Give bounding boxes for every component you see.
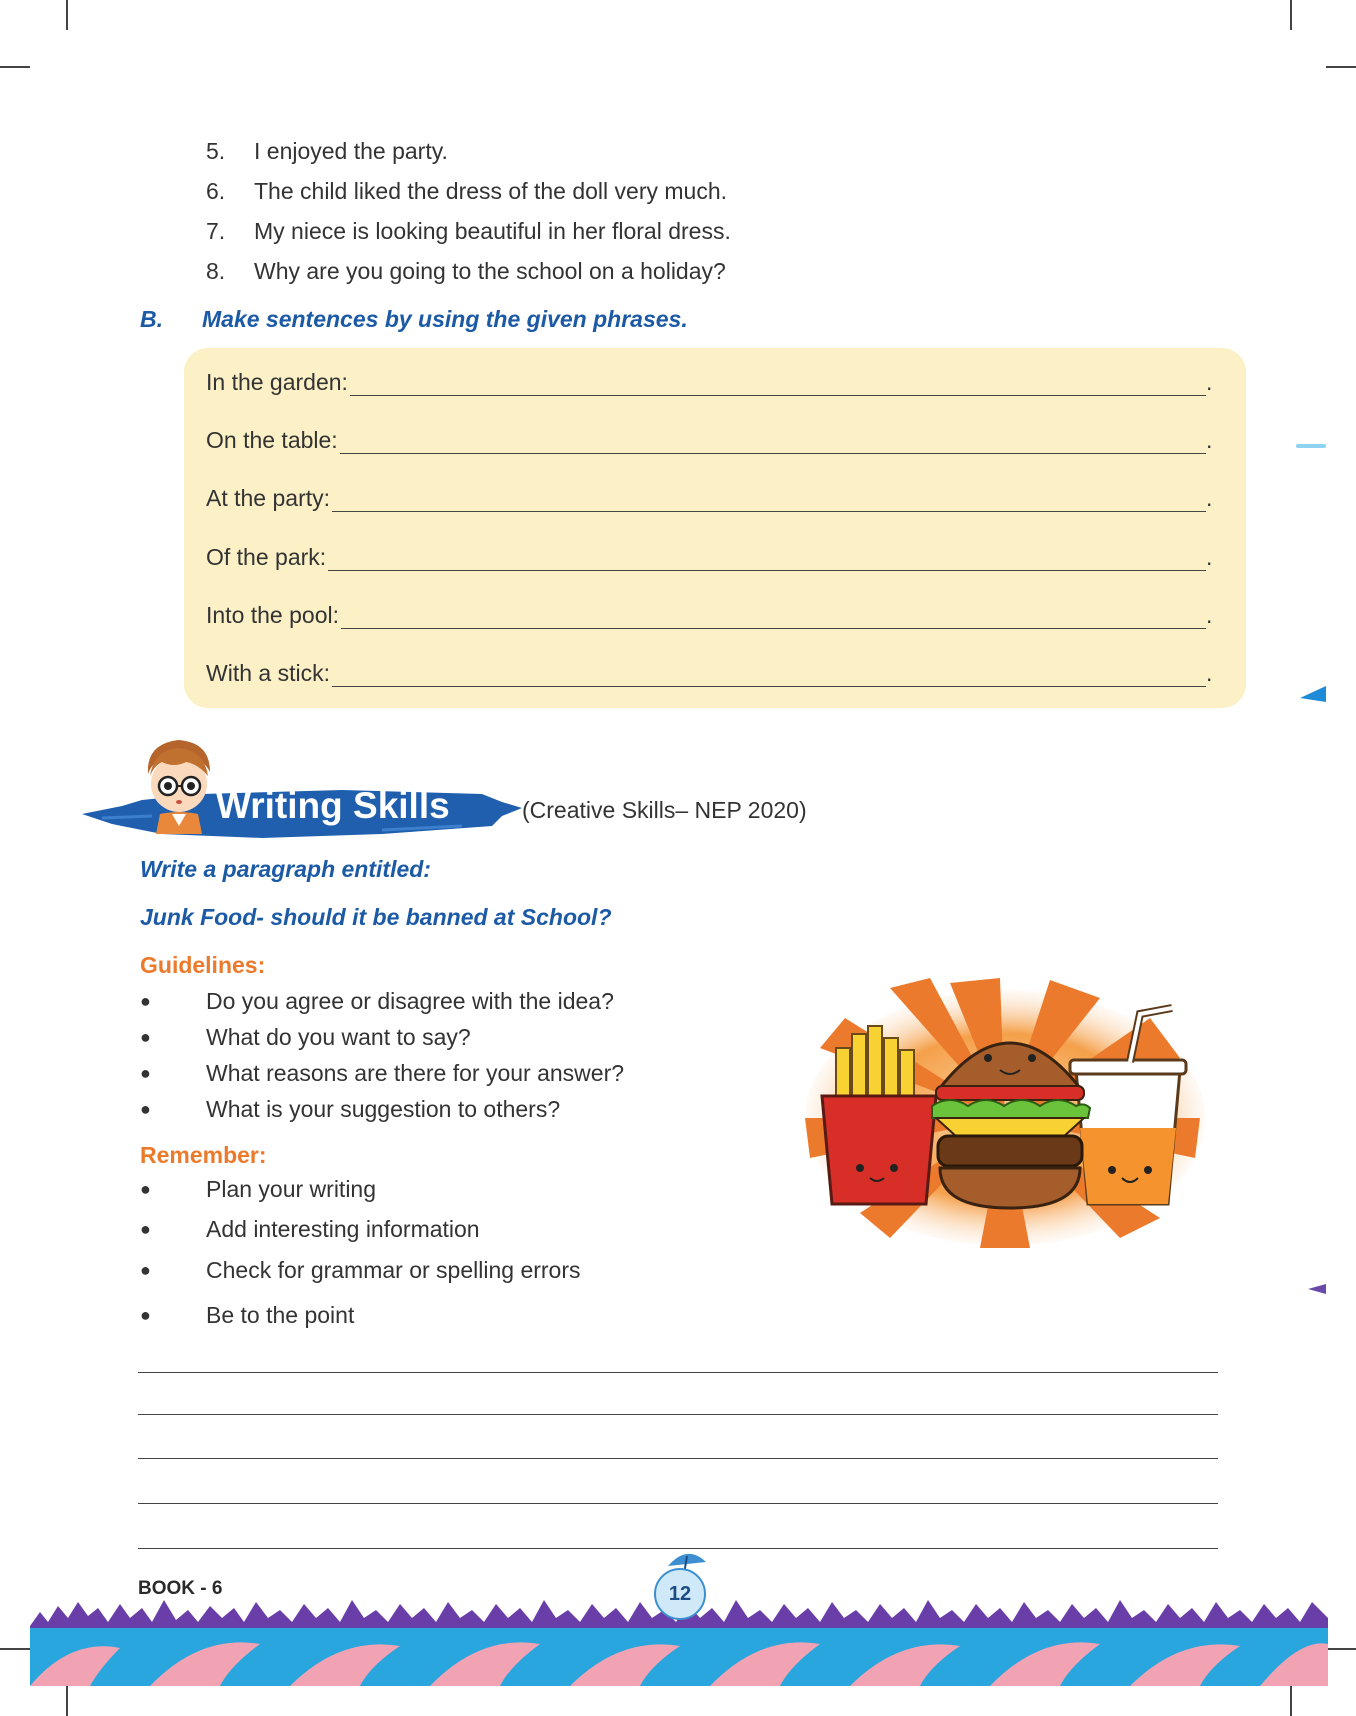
crop-mark-left-bottom [0, 1648, 30, 1650]
phrase-label: With a stick: [206, 660, 330, 686]
answer-line[interactable] [332, 662, 1206, 687]
line-end-period: . [1206, 602, 1213, 628]
line-end-period: . [1206, 485, 1213, 511]
remember-item [140, 1302, 354, 1329]
writing-line[interactable] [138, 1414, 1218, 1415]
registration-mark-cyan [1296, 444, 1326, 448]
book-label: BOOK - 6 [138, 1578, 223, 1599]
crop-mark-right-top [1326, 66, 1356, 68]
remember-item [140, 1176, 376, 1203]
phrase-label: In the garden: [206, 369, 348, 395]
phrase-box [184, 348, 1246, 708]
phrase-row [206, 541, 1214, 571]
remember-item [140, 1257, 581, 1284]
item-number: 8. [206, 258, 226, 284]
item-text: I enjoyed the party. [254, 138, 448, 164]
remember-text: Plan your writing [206, 1176, 377, 1202]
writing-line[interactable] [138, 1372, 1218, 1373]
writing-line[interactable] [138, 1458, 1218, 1459]
sentence-item [206, 138, 448, 165]
exercise-b-letter: B. [140, 306, 163, 332]
junk-food-illustration [800, 978, 1210, 1248]
phrase-label: Into the pool: [206, 602, 339, 628]
item-text: The child liked the dress of the doll very much. [254, 178, 728, 204]
writing-skills-title: Writing Skills [216, 785, 450, 826]
item-number: 6. [206, 178, 226, 204]
guideline-text: What is your suggestion to others? [206, 1096, 561, 1122]
guidelines-heading: Guidelines: [140, 952, 266, 978]
bullet-icon: ● [140, 991, 151, 1011]
exercise-b-instruction: Make sentences by using the given phrases. [202, 306, 688, 332]
guideline-text: What do you want to say? [206, 1024, 471, 1050]
answer-line[interactable] [328, 546, 1206, 571]
phrase-label: At the party: [206, 485, 331, 511]
answer-line[interactable] [340, 429, 1206, 454]
phrase-row [206, 657, 1214, 687]
writing-topic: Junk Food- should it be banned at School? [140, 904, 612, 930]
line-end-period: . [1206, 660, 1213, 686]
crop-mark-bottom-right [1290, 1686, 1292, 1716]
guideline-item [140, 1024, 471, 1051]
phrase-row [206, 482, 1214, 512]
exercise-b-heading [140, 306, 688, 333]
phrase-label: Of the park: [206, 544, 327, 570]
crop-mark-bottom-left [66, 1686, 68, 1716]
line-end-period: . [1206, 369, 1213, 395]
line-end-period: . [1206, 427, 1213, 453]
boy-mascot-icon [138, 734, 220, 834]
registration-mark-purple [1308, 1282, 1328, 1296]
writing-line[interactable] [138, 1503, 1218, 1504]
phrase-row [206, 366, 1214, 396]
answer-line[interactable] [341, 604, 1206, 629]
page-number-badge: 12 [654, 1568, 706, 1620]
writing-skills-subtitle: (Creative Skills– NEP 2020) [522, 797, 807, 823]
remember-heading: Remember: [140, 1142, 267, 1168]
answer-line[interactable] [332, 487, 1206, 512]
sentence-item [206, 218, 731, 245]
phrase-label: On the table: [206, 427, 338, 453]
guideline-item [140, 1060, 624, 1087]
bullet-icon: ● [140, 1260, 151, 1280]
bullet-icon: ● [140, 1305, 151, 1325]
crop-mark-right-bottom [1326, 1648, 1356, 1650]
registration-mark-blue [1300, 684, 1328, 704]
guideline-text: What reasons are there for your answer? [206, 1060, 625, 1086]
sentence-item [206, 258, 726, 285]
answer-line[interactable] [350, 371, 1206, 396]
crop-mark-top-left [66, 0, 68, 30]
remember-text: Be to the point [206, 1302, 355, 1328]
line-end-period: . [1206, 544, 1213, 570]
crop-mark-left-top [0, 66, 30, 68]
item-text: My niece is looking beautiful in her floral dress. [254, 218, 731, 244]
item-text: Why are you going to the school on a holiday? [254, 258, 726, 284]
remember-text: Check for grammar or spelling errors [206, 1257, 581, 1283]
remember-text: Add interesting information [206, 1216, 480, 1242]
bullet-icon: ● [140, 1027, 151, 1047]
remember-item [140, 1216, 480, 1243]
bullet-icon: ● [140, 1099, 151, 1119]
bullet-icon: ● [140, 1219, 151, 1239]
guideline-item [140, 988, 614, 1015]
writing-prompt: Write a paragraph entitled: [140, 856, 431, 882]
item-number: 7. [206, 218, 226, 244]
item-number: 5. [206, 138, 226, 164]
guideline-item [140, 1096, 560, 1123]
bullet-icon: ● [140, 1063, 151, 1083]
guideline-text: Do you agree or disagree with the idea? [206, 988, 614, 1014]
phrase-row [206, 424, 1214, 454]
bullet-icon: ● [140, 1179, 151, 1199]
crop-mark-top-right [1290, 0, 1292, 30]
sentence-item [206, 178, 727, 205]
phrase-row [206, 599, 1214, 629]
